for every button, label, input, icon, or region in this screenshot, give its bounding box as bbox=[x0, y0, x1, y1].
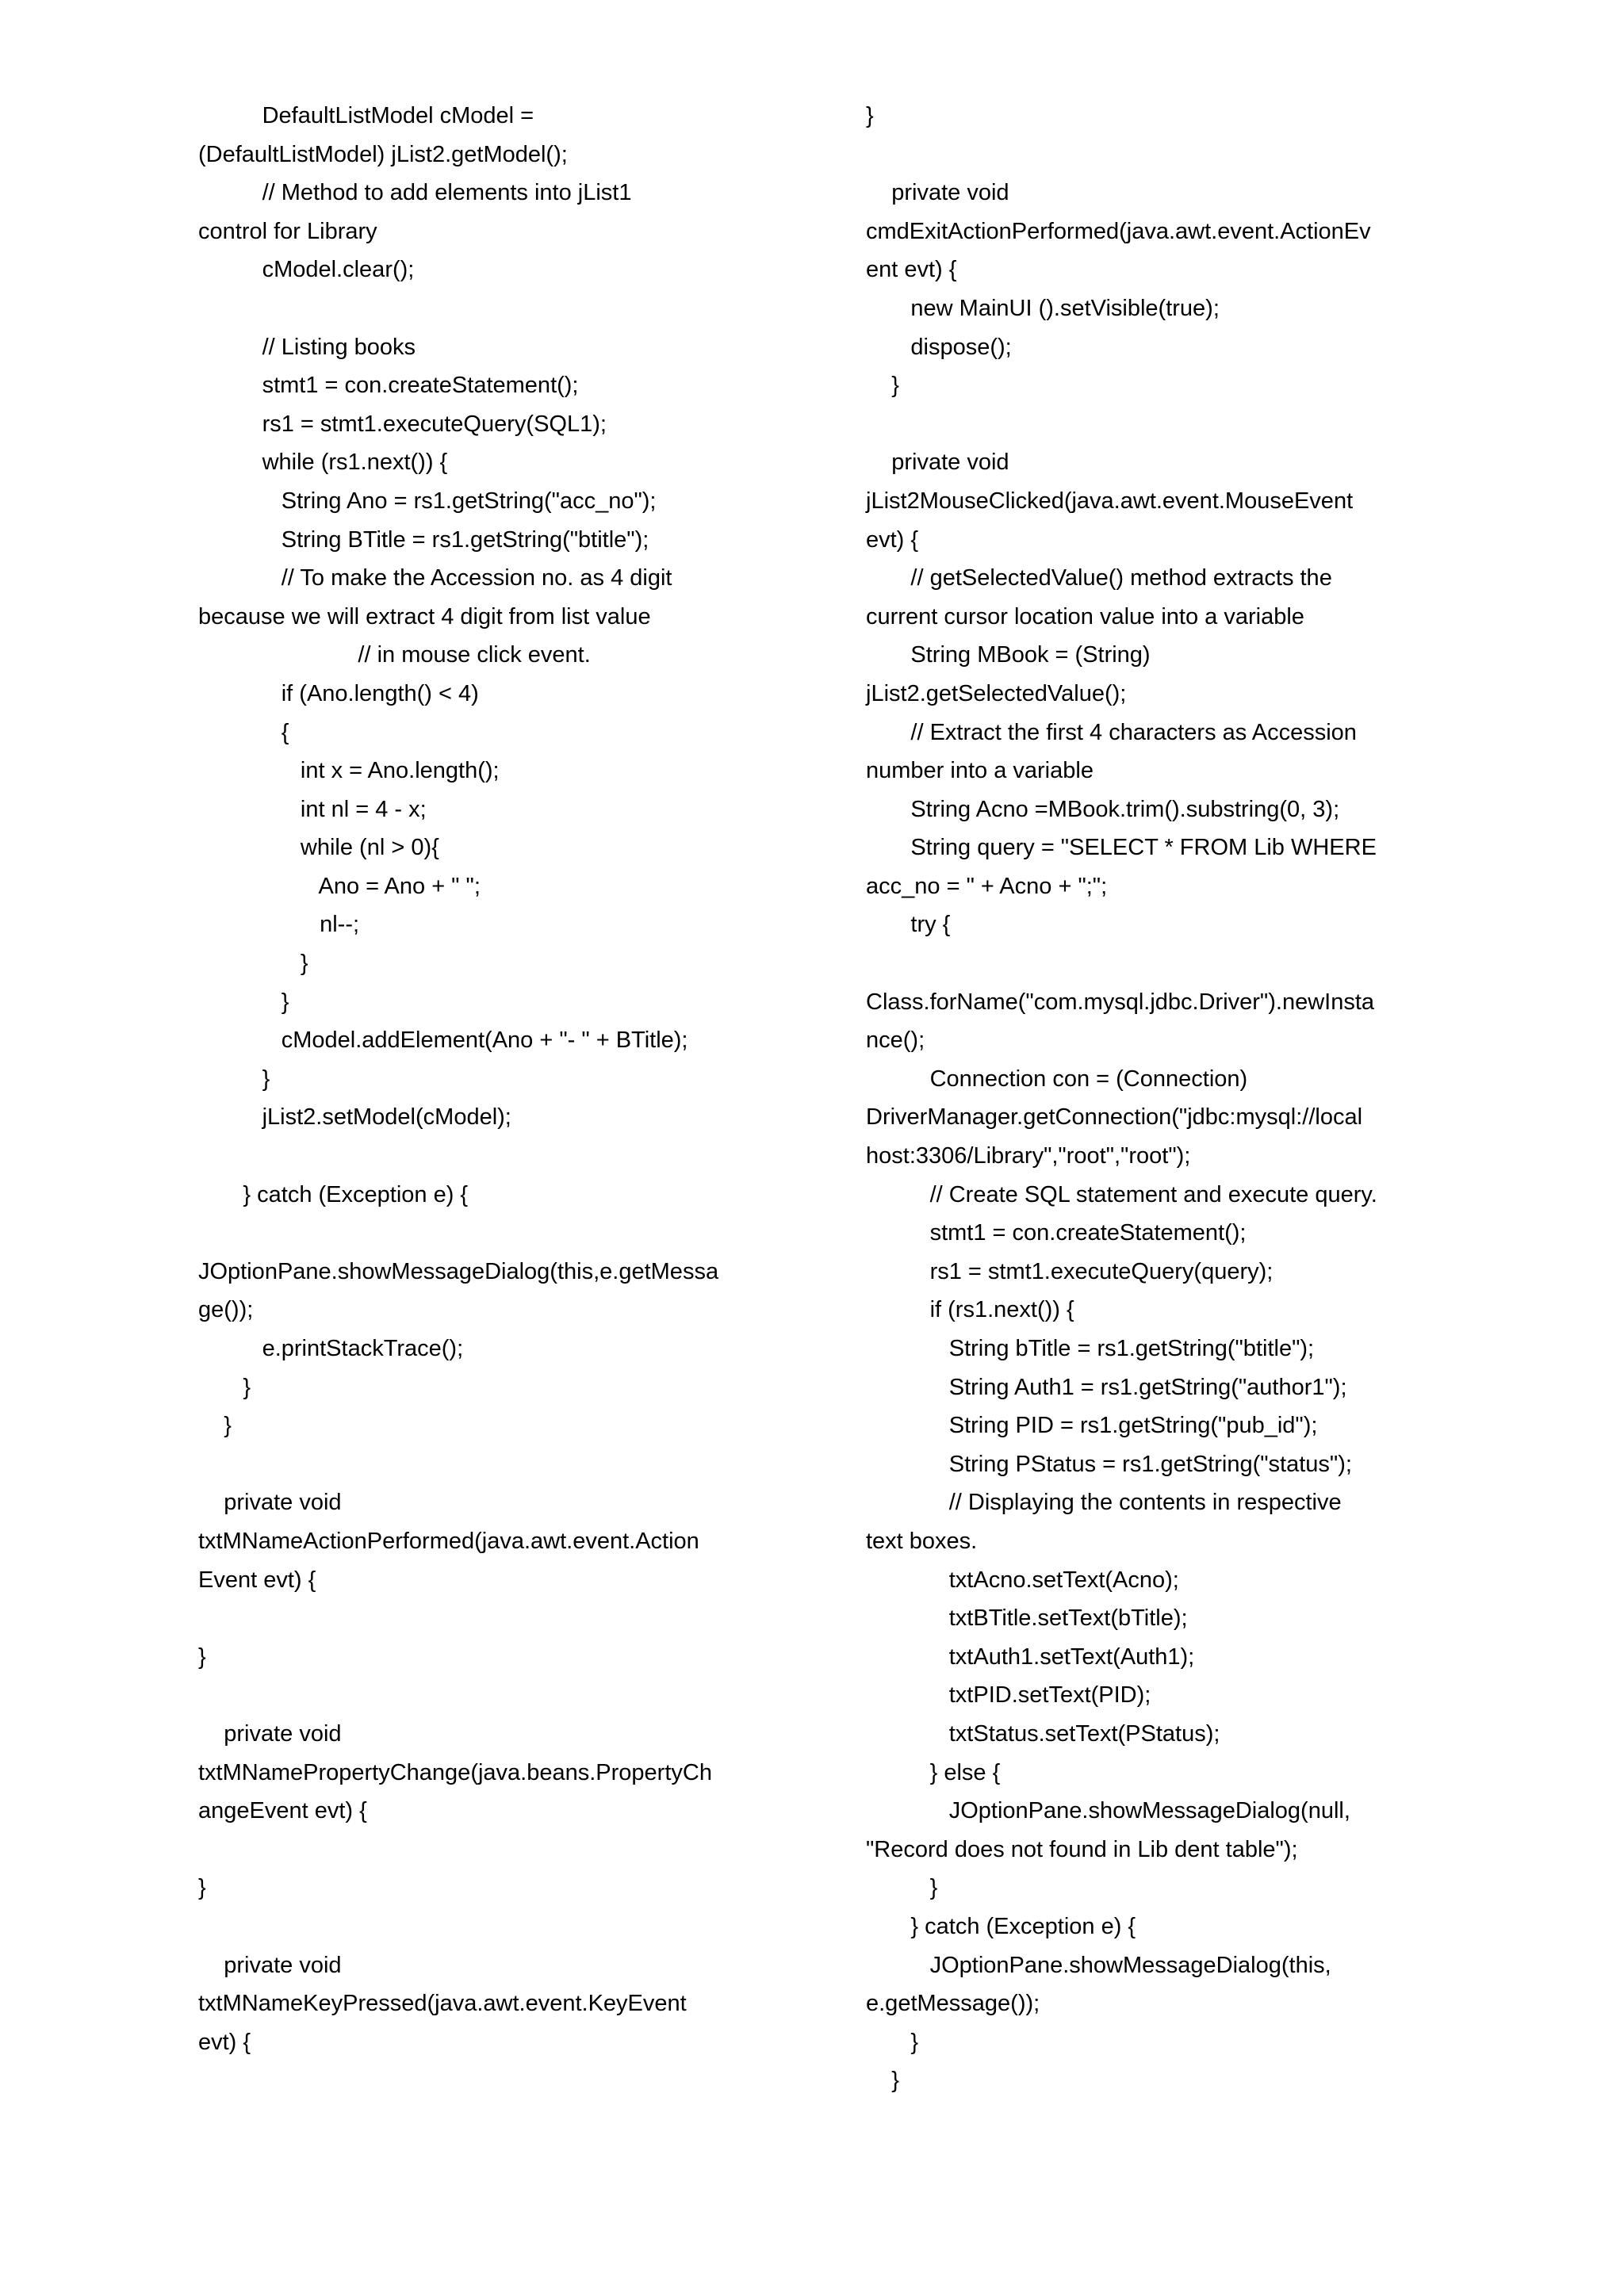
code-line: private void bbox=[198, 1720, 342, 1747]
code-line: "Record does not found in Lib dent table"); bbox=[866, 1836, 1298, 1862]
code-line: // Method to add elements into jList1 bbox=[198, 180, 632, 206]
code-line: jList2.getSelectedValue(); bbox=[866, 680, 1127, 706]
code-line: (DefaultListModel) jList2.getModel(); bbox=[198, 141, 568, 167]
code-line: // in mouse click event. bbox=[198, 642, 591, 668]
code-line bbox=[198, 1676, 777, 1715]
code-line: DefaultListModel cModel = bbox=[198, 103, 534, 128]
code-line: } catch (Exception e) { bbox=[198, 1181, 469, 1207]
code-line bbox=[198, 1445, 777, 1484]
code-line bbox=[198, 1599, 777, 1638]
code-line: } bbox=[866, 373, 899, 399]
code-line: while (nl > 0){ bbox=[198, 835, 439, 861]
code-line: txtMNameActionPerformed(java.awt.event.Action bbox=[198, 1528, 699, 1554]
code-line: txtMNamePropertyChange(java.beans.PropertyCh bbox=[198, 1759, 712, 1785]
code-line: nl--; bbox=[198, 912, 360, 938]
code-line: evt) { bbox=[198, 2029, 251, 2055]
code-line: // Displaying the contents in respective bbox=[866, 1490, 1342, 1516]
code-line: dispose(); bbox=[866, 334, 1012, 360]
code-line: jList2MouseClicked(java.awt.event.MouseEvent bbox=[866, 488, 1354, 514]
code-line: // Extract the first 4 characters as Accession bbox=[866, 719, 1357, 745]
code-line: if (rs1.next()) { bbox=[866, 1297, 1074, 1323]
code-line: while (rs1.next()) { bbox=[198, 450, 448, 476]
code-line: txtMNameKeyPressed(java.awt.event.KeyEvent bbox=[198, 1991, 687, 2017]
code-line: number into a variable bbox=[866, 758, 1094, 784]
code-line: String Ano = rs1.getString("acc_no"); bbox=[198, 488, 657, 514]
code-line: if (Ano.length() < 4) bbox=[198, 680, 479, 706]
code-line: host:3306/Library","root","root"); bbox=[866, 1143, 1191, 1169]
code-line: } bbox=[866, 2029, 919, 2055]
code-line: private void bbox=[866, 450, 1009, 476]
code-line: private void bbox=[198, 1490, 342, 1516]
code-line: String PID = rs1.getString("pub_id"); bbox=[866, 1413, 1318, 1439]
code-line: Class.forName("com.mysql.jdbc.Driver").newInsta bbox=[866, 989, 1375, 1015]
code-line: rs1 = stmt1.executeQuery(query); bbox=[866, 1258, 1274, 1284]
code-line: cModel.addElement(Ano + "- " + BTitle); bbox=[198, 1027, 688, 1054]
code-line: int x = Ano.length(); bbox=[198, 758, 500, 784]
code-line: new MainUI ().setVisible(true); bbox=[866, 295, 1220, 321]
code-line: acc_no = " + Acno + ";"; bbox=[866, 873, 1108, 899]
code-line: Connection con = (Connection) bbox=[866, 1066, 1248, 1092]
code-line: cmdExitActionPerformed(java.awt.event.ActionEv bbox=[866, 218, 1371, 244]
code-line: int nl = 4 - x; bbox=[198, 796, 427, 822]
code-line: JOptionPane.showMessageDialog(this, bbox=[866, 1952, 1331, 1978]
code-line: } bbox=[866, 2068, 899, 2094]
right-code-column bbox=[866, 97, 1445, 2100]
code-line: stmt1 = con.createStatement(); bbox=[198, 373, 579, 399]
code-line: } else { bbox=[866, 1759, 1001, 1785]
code-line: } bbox=[198, 1374, 251, 1400]
code-line: stmt1 = con.createStatement(); bbox=[866, 1220, 1247, 1246]
code-line: private void bbox=[866, 180, 1009, 206]
code-line: String Auth1 = rs1.getString("author1"); bbox=[866, 1374, 1347, 1400]
code-line: try { bbox=[866, 912, 951, 938]
code-line: } bbox=[198, 1066, 270, 1092]
code-line: txtPID.setText(PID); bbox=[866, 1682, 1151, 1709]
code-line: } bbox=[198, 1644, 206, 1670]
code-line: because we will extract 4 digit from list value bbox=[198, 603, 651, 629]
left-code-column bbox=[198, 97, 777, 2061]
code-line: txtAuth1.setText(Auth1); bbox=[866, 1644, 1195, 1670]
code-line: } bbox=[866, 1875, 938, 1901]
code-line: String bTitle = rs1.getString("btitle"); bbox=[866, 1336, 1315, 1361]
code-line bbox=[198, 1831, 777, 1869]
code-line bbox=[198, 289, 777, 328]
code-line: String MBook = (String) bbox=[866, 642, 1151, 668]
code-line: nce(); bbox=[866, 1027, 925, 1054]
code-line: angeEvent evt) { bbox=[198, 1798, 367, 1824]
code-line: } bbox=[198, 1875, 206, 1901]
code-line: current cursor location value into a variable bbox=[866, 603, 1304, 629]
code-line: // To make the Accession no. as 4 digit bbox=[198, 565, 672, 591]
code-line: jList2.setModel(cModel); bbox=[198, 1104, 511, 1131]
code-line: String query = "SELECT * FROM Lib WHERE bbox=[866, 835, 1377, 861]
code-line: } bbox=[866, 103, 874, 128]
code-line: rs1 = stmt1.executeQuery(SQL1); bbox=[198, 411, 607, 437]
code-line: // Create SQL statement and execute query. bbox=[866, 1181, 1377, 1207]
code-line: } catch (Exception e) { bbox=[866, 1913, 1136, 1939]
code-line: String PStatus = rs1.getString("status"); bbox=[866, 1451, 1352, 1477]
code-line: e.printStackTrace(); bbox=[198, 1336, 464, 1361]
code-line: ge()); bbox=[198, 1297, 254, 1323]
code-line: } bbox=[198, 1413, 232, 1439]
code-line: evt) { bbox=[866, 526, 919, 553]
code-line: // getSelectedValue() method extracts the bbox=[866, 565, 1332, 591]
code-line: txtStatus.setText(PStatus); bbox=[866, 1720, 1220, 1747]
code-line: Event evt) { bbox=[198, 1567, 316, 1593]
code-line: ent evt) { bbox=[866, 257, 957, 283]
code-line: e.getMessage()); bbox=[866, 1991, 1040, 2017]
code-line: JOptionPane.showMessageDialog(this,e.getMessa bbox=[198, 1258, 719, 1284]
code-line: JOptionPane.showMessageDialog(null, bbox=[866, 1798, 1350, 1824]
code-line: } bbox=[198, 989, 289, 1015]
code-line: } bbox=[198, 951, 308, 977]
code-line: txtAcno.setText(Acno); bbox=[866, 1567, 1179, 1593]
code-line: control for Library bbox=[198, 218, 377, 244]
code-line: String BTitle = rs1.getString("btitle"); bbox=[198, 526, 649, 553]
code-line: cModel.clear(); bbox=[198, 257, 415, 283]
code-line: // Listing books bbox=[198, 334, 416, 360]
code-line: { bbox=[198, 719, 289, 745]
code-line: DriverManager.getConnection("jdbc:mysql://local bbox=[866, 1104, 1363, 1131]
code-line: String Acno =MBook.trim().substring(0, 3); bbox=[866, 796, 1340, 822]
code-line: private void bbox=[198, 1952, 342, 1978]
code-line bbox=[866, 944, 1445, 983]
code-line bbox=[866, 136, 1445, 174]
code-line: text boxes. bbox=[866, 1528, 978, 1554]
code-line bbox=[198, 1908, 777, 1946]
code-line bbox=[198, 1214, 777, 1253]
code-line bbox=[198, 1137, 777, 1176]
code-line: Ano = Ano + " "; bbox=[198, 873, 481, 899]
code-line: txtBTitle.setText(bTitle); bbox=[866, 1605, 1188, 1632]
code-line bbox=[866, 405, 1445, 444]
